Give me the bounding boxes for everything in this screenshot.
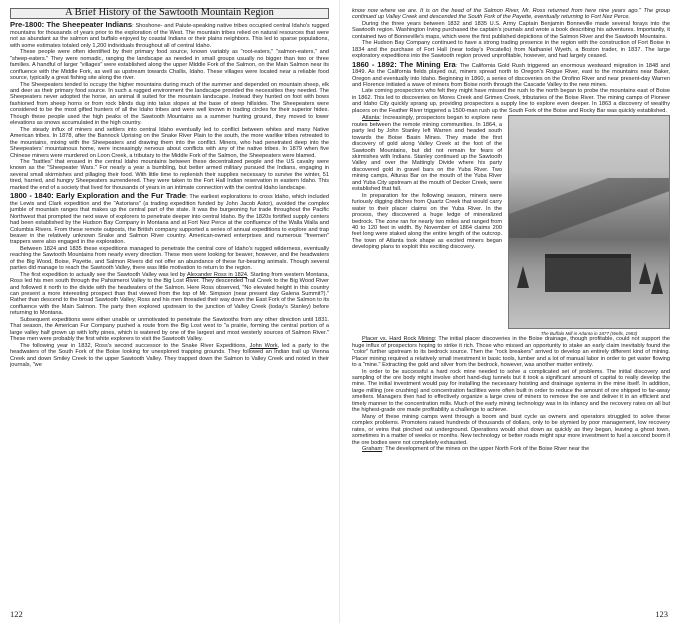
paragraph: Placer vs. Hard Rock Mining: The initial placer discoveries in the Boise drainage, though profitable, could not support the huge influx of prospectors hoping to strike it rich. Those who missed an opportunity to stake an early claim inevitably found the "color" further upstream to its bedrock source. Then the "rock breakers" arrived to develop an entirely different kind of mining. Placer mining required a relatively small investment in basic tools, lumber and a lot of manual labor in order to get water flowing to a "mine." Extracting the gold and silver from the bedrock, however, was another matter entirely. — [352, 336, 670, 369]
paragraph: Subsequent expeditions were either unable or unmotivated to penetrate the Sawtooths from any other direction until 1831. That season, the American Fur Company pushed a route from the Big Lost west to "a prairie, forming the central portion of a large valley half grown up with lofty pines, which is watered by one of the largest and most westerly sources of Salmon River." These men were probably the first white explorers to visit the Sawtooth Valley. — [10, 316, 329, 343]
page-title: A Brief History of the Sawtooth Mountain Region — [10, 8, 329, 19]
underlined-term: Placer vs. Hard Rock Mining — [362, 336, 435, 343]
section-heading: 1800 - 1840: Early Exploration and the Fur Trade — [10, 191, 186, 201]
paragraph: Between 1824 and 1835 these expeditions managed to penetrate the central core of Idaho's rugged wilderness, eventually reaching the Sawtooth Mountains from nearly every direction. These men were looking for beaver, however, and the headwaters of the Big Wood, Boise, Payette, and Salmon Rivers did not offer an abundance of these fur-bearing animals. Though several parties did manage to reach the Sawtooth Valley, there was little motivation to return to the region. — [10, 245, 329, 272]
paragraph: The Sheepeaters tended to occupy the higher mountains during much of the summer and depended on mountain sheep, elk and deer as their primary food source. In such a rugged environment the landscape provided the necessities they needed. The Sheepeaters never adopted the horse, an animal ill suited for the mountain landscape. Instead they hunted on foot with bows fashioned from sheep horns or from rock blinds dug into talus slopes at the base of steep hillsides. The Sheepeaters were considered to be the most gifted hunters of all the Idaho tribes and were well known in trading circles for their superior hides. Though these people used the high peaks of the Sawtooth Mountains as a summer hunting ground, they moved to lower elevations as snows accumulated in the high country. — [10, 81, 329, 127]
paragraph: know now where we are. It is on the head of the Salmon River, Mr. Ross returned from here nine years ago." The group continued up Valley Creek and descended the South Fork of the Payette, eventually returning to Fort Nez Perce. — [352, 8, 670, 21]
paragraph: In preparation for the following season, miners were furiously digging ditches from Quartz Creek that would carry water to their placer claims on the Yuba River. In the process, they discovered a huge ledge of mineralized bedrock. The zone ran for nearly two miles and ranged from 40 to 120 feet in width. By November of 1864 claims 200 feet long were staked along the entire length of the outcrop. The town of Atlanta took shape as excited miners began developing plans to exploit this exciting discovery. — [352, 192, 502, 251]
underlined-term: John Work — [249, 342, 278, 349]
paragraph: These people were often identified by their primary food source, known variably as "root-eaters," "salmon-eaters," and "sheep-eaters." They were nomadic, ranging the landscape as needed in small groups usually no bigger than two or three families. A handful of larger "villages" were established along the upper Middle Fork of the Salmon, on the Main Salmon near its confluence with the Middle Fork, as well as upstream towards Challis, Idaho. These villages were located near a reliable food source, typically a great fishing site along the river. — [10, 49, 329, 82]
paragraph: The steady influx of miners and settlers into central Idaho eventually led to conflict between whites and many Native American tribes. In 1878, after the Bannock Uprising on the Snake River Plain to the south, the more warlike tribes retreated to the mountains, mixing with the Sheepeaters and drawing them into the conflict. Miners, who had penetrated deep into the Sheepeaters' mountainous home, were increasingly nervous about conflicts with any of the native tribes. In 1879 when five Chinese miners were murdered on Loon Creek, a tributary to the Middle Fork of the Salmon, the Sheepeaters were blamed. — [10, 126, 329, 159]
right-page — [340, 0, 680, 623]
photo-wrap-text — [352, 115, 502, 336]
section-heading: 1860 - 1892: The Mining Era — [352, 59, 456, 69]
paragraph: Many of these mining camps went through a boom and bust cycle as owners and operators struggled to solve these complex problems. Promoters raised hundreds of thousands of dollars, only to be stymied by poor management, low recovery rates, or veins that pinched out underground. Operations would shut down as quickly as they began, leaving a ghost town, sometimes in a matter of weeks or months. New technology or better roads might spur more investment to fuel a second boom if the ore bodies were not completely exhausted. — [352, 413, 670, 446]
paragraph: The first expedition to actually see the Sawtooth Valley was led by Alexander Ross in 1824. Starting from western Montana, Ross led his men south through the Pahsimeroi Valley to the Big Lost River. They descended Trail Creek to the Big Wood River and followed it north to the divide with the headwaters of the Salmon. Here Ross observed, "No elevated height in this country can present a more interesting prospect than that viewed from the top of Mr. Simpson (near present day Galena Summit?)." Rather than descend to the broad Sawtooth Valley, Ross and his men threaded their way down the East Fork of the Salmon to its confluence with the Main Salmon. The party then explored upstream to the junction of Valley Creek (today's Stanley) before returning to Montana. — [10, 271, 329, 317]
underlined-term: Alexander Ross in 1824 — [186, 271, 247, 278]
paragraph: Pre-1800: The Sheepeater Indians: Shoshone- and Paiute-speaking native tribes occupied central Idaho's rugged mountains for thousands of years prior to the exploration of the West. The mountain tribes relied on natural resources that were not as abundant as the salmon and buffalo enjoyed by coastal Indians or their plains neighbors. This led to sparse populations, with some estimates totaled only 1,200 individuals throughout all of central Idaho. — [10, 20, 329, 49]
paragraph: 1860 - 1892: The Mining Era: The California Gold Rush triggered an enormous westward migration in 1848 and 1849. As the California fields played out, miners spread north to Oregon's Rogue River, east to the mountains near Baker, Oregon and eventually into Idaho. Beginning in 1860, a series of discoveries on the Orofino River and near present-day Warren and Florence initiated a wave of miners from Boise north through the Cascade Valley to the new mines. — [352, 59, 670, 88]
paragraph: During the three years between 1832 and 1835 U.S. Army Captain Benjamin Bonneville made several forays into the Sawtooth region. Washington Irving purchased the captain's journals and wrote a book describing his adventures. Importantly, it contained two of Bonneville's maps, which were the first published depictions of the Salmon River and the Sawtooth Mountains. — [352, 20, 670, 40]
page-number: 123 — [655, 609, 668, 619]
paragraph: In order to be successful a hard rock mine needed to solve a complicated set of problems. The initial discovery and sampling of the ore body might involve short hand-dug tunnels but it took a significant amount of capital to really develop the mine. The initial investment would pay for installing the necessary hoisting and drainage systems in the mine itself. In addition, large milling (ore crushing) and concentration facilities were often built in order to reduce the amount of ore shipped to far-away smelters. Managers then had to effectively organize a large crew of miners to remove the ore and deliver it in an efficient and timely manner to the concentration mills. Much of the early mining technology was in its infancy and the recovery rates on all but the highest-grade ore made profitability a challenge to achieve. — [352, 368, 670, 414]
section-heading: Pre-1800: The Sheepeater Indians — [10, 20, 133, 30]
paragraph: 1800 - 1840: Early Exploration and the Fur Trade: The earliest explorations to cross Idaho, which included the Lewis and Clark expedition and the "Astorians" (a trading expedition funded by John Jacob Astor), avoided the complex jumble of mountain ranges that makes up the central part of the state. It was the burgeoning fur trade throughout the Pacific Northwest that prompted the next wave of explorers to penetrate deeper into central Idaho. By the 1820s fortified supply centers had been established by the Hudson Bay Company in Montana and at Fort Nez Perce at the confluence of the Walla Walla and Columbia Rivers. From these remote outposts, the British company supported a series of annual expeditions to explore and trap beaver in the relatively unknown Snake and Salmon River country. American-owned enterprises and numerous "freemen" trappers were also engaged in the exploration. — [10, 191, 329, 246]
photo-caption: The Buffalo Mill in Atlanta in 1877 (Wells, 1983) — [540, 331, 638, 337]
paragraph: Atlanta: Increasingly, prospectors began to explore new routes between the remote mining communities. In 1864, a party led by John Stanley left Warren and headed south towards the Boise Basin Mines. They made the first discovery of gold along Valley Creek at the foot of the Sawtooth Mountains, but did not remain for fears of skirmishes with Indians. Stanley continued up the Sawtooth Valley and over the Mattingly Divide where his party discovered gold in gravel bars on the Yuba River. Two mining camps, Alturas Bar on the mouth of the Yuba River and Yuba City upstream at the mouth of Decker Creek, were established that fall. — [352, 115, 502, 193]
paragraph: Graham: The development of the mines on the upper North Fork of the Boise River near the — [362, 445, 590, 452]
photo-row — [352, 115, 670, 336]
paragraph: The following year in 1832, Ross's second successor to the Snake River Expeditions, John Work, led a party to the headwaters of the South Fork of the Boise looking for unexplored trapping grounds. They followed an Indian trail up Vienna Creek and down Smiley Creek to the upper Sawtooth Valley. They trapped down the Salmon to Valley Creek and noted in their journals, "we — [10, 342, 329, 369]
page-number: 122 — [10, 609, 23, 619]
underlined-term: Atlanta — [362, 115, 380, 122]
right-text-column — [352, 8, 670, 598]
paragraph: The "battles" that ensued in the central Idaho mountains between these decentralized people and the US cavalry were known as the "Sheepeater Wars." For nearly a year a bumbling, but better armed military pursued the Indians, engaging in several small skirmishes and pillaging their food. With little time to replenish their supplies necessary to survive the winter, 51 tired, harried, and hungry Sheepeaters surrendered. They were taken to the Fort Hall Indian reservation in eastern Idaho. This marked the end of a society that lived for thousands of years in an intimate connection with the central Idaho landscape. — [10, 158, 329, 191]
figure — [508, 115, 670, 336]
left-text-column — [10, 8, 329, 588]
paragraph: Late coming prospectors who felt they might have missed the rush to the north began to probe the mountains east of Boise in 1862. This led to discoveries on Mores Creek and Grimes Creek, tributaries of the Boise River. The mining camps of Pioneer and Idaho City quickly sprang up, providing prospectors a supply line to explore even deeper. In 1863 a discovery of wealthy placers on the Feather River triggered a 1500-man rush up the South Fork of the Boise and Rocky Bar was quickly established. — [352, 88, 670, 114]
underlined-term: Graham — [362, 445, 383, 452]
paragraph: The Hudson Bay Company continued to have a strong trading presence in the region with the construction of Fort Boise in 1834 and the purchase of Fort Hall (near today's Pocatello) from Nathaniel Wyeth, a Boston trader, in 1837. The large exploratory expeditions into the Sawtooth region proved unprofitable, however, and had largely ceased. — [352, 40, 670, 60]
buffalo-mill-photo — [508, 115, 670, 329]
